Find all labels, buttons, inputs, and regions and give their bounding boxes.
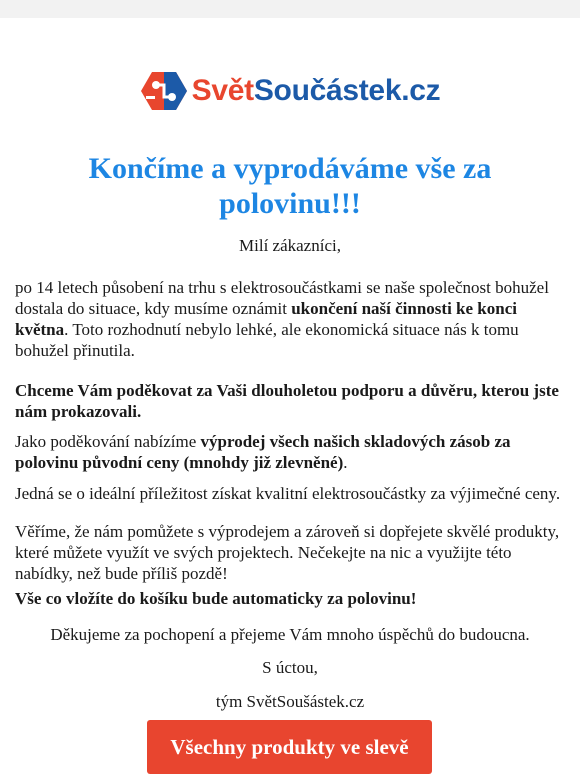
bold-text: výprodej všech našich skladových zásob za polovinu původní ceny (mnohdy již zlevněné) [15, 432, 511, 472]
brand-name [192, 74, 441, 108]
text: . [343, 453, 348, 472]
greeting: Milí zákazníci, [239, 236, 341, 255]
headline: Končíme a vyprodáváme vše za polovinu!!! [88, 152, 492, 220]
text: po 14 letech působení na trhu s elektrosoučástkami se naše společnost bohužel dostala do situace, kdy musíme oznámit [15, 278, 549, 318]
email-card [0, 18, 580, 774]
regards-line: S úctou, [262, 658, 318, 677]
paragraph-offer [15, 431, 565, 473]
paragraph-thanks-support [15, 380, 565, 422]
signature: tým SvětSoušástek.cz [215, 692, 365, 711]
paragraph-encouragement: Věříme, že nám pomůžete s výprodejem a zároveň si dopřejete skvělé produkty, které můžete využít ve svých projektech. Nečekejte na nic a využijte této nabídky, než bude příliš pozdě! [15, 522, 560, 583]
text: . Toto rozhodnutí nebylo lehké, ale ekonomická situace nás k tomu bohužel přinutila. [15, 320, 519, 360]
brand-name-part1: Svět [191, 74, 254, 107]
bold-text: Vše co vložíte do košíku bude automaticky za polovinu! [15, 589, 417, 608]
brand-logo[interactable] [0, 70, 580, 112]
paragraph-closing-notice [15, 277, 565, 361]
thanks-line: Děkujeme za pochopení a přejeme Vám mnoho úspěchů do budoucna. [50, 625, 530, 644]
all-products-sale-button[interactable]: Všechny produkty ve slevě [147, 720, 432, 774]
paragraph-cart-discount [15, 588, 565, 609]
bold-text: ukončení naší činnosti ke konci května [15, 299, 517, 339]
chip-logo-icon [140, 70, 188, 112]
bold-text: Chceme Vám poděkovat za Vaši dlouholetou podporu a důvěru, kterou jste nám prokazovali. [15, 381, 559, 421]
brand-name-part2: Součástek.cz [253, 74, 441, 107]
paragraph-opportunity: Jedná se o ideální příležitost získat kvalitní elektrosoučástky za výjimečné ceny. [15, 484, 561, 503]
text: Jako poděkování nabízíme [15, 432, 201, 451]
